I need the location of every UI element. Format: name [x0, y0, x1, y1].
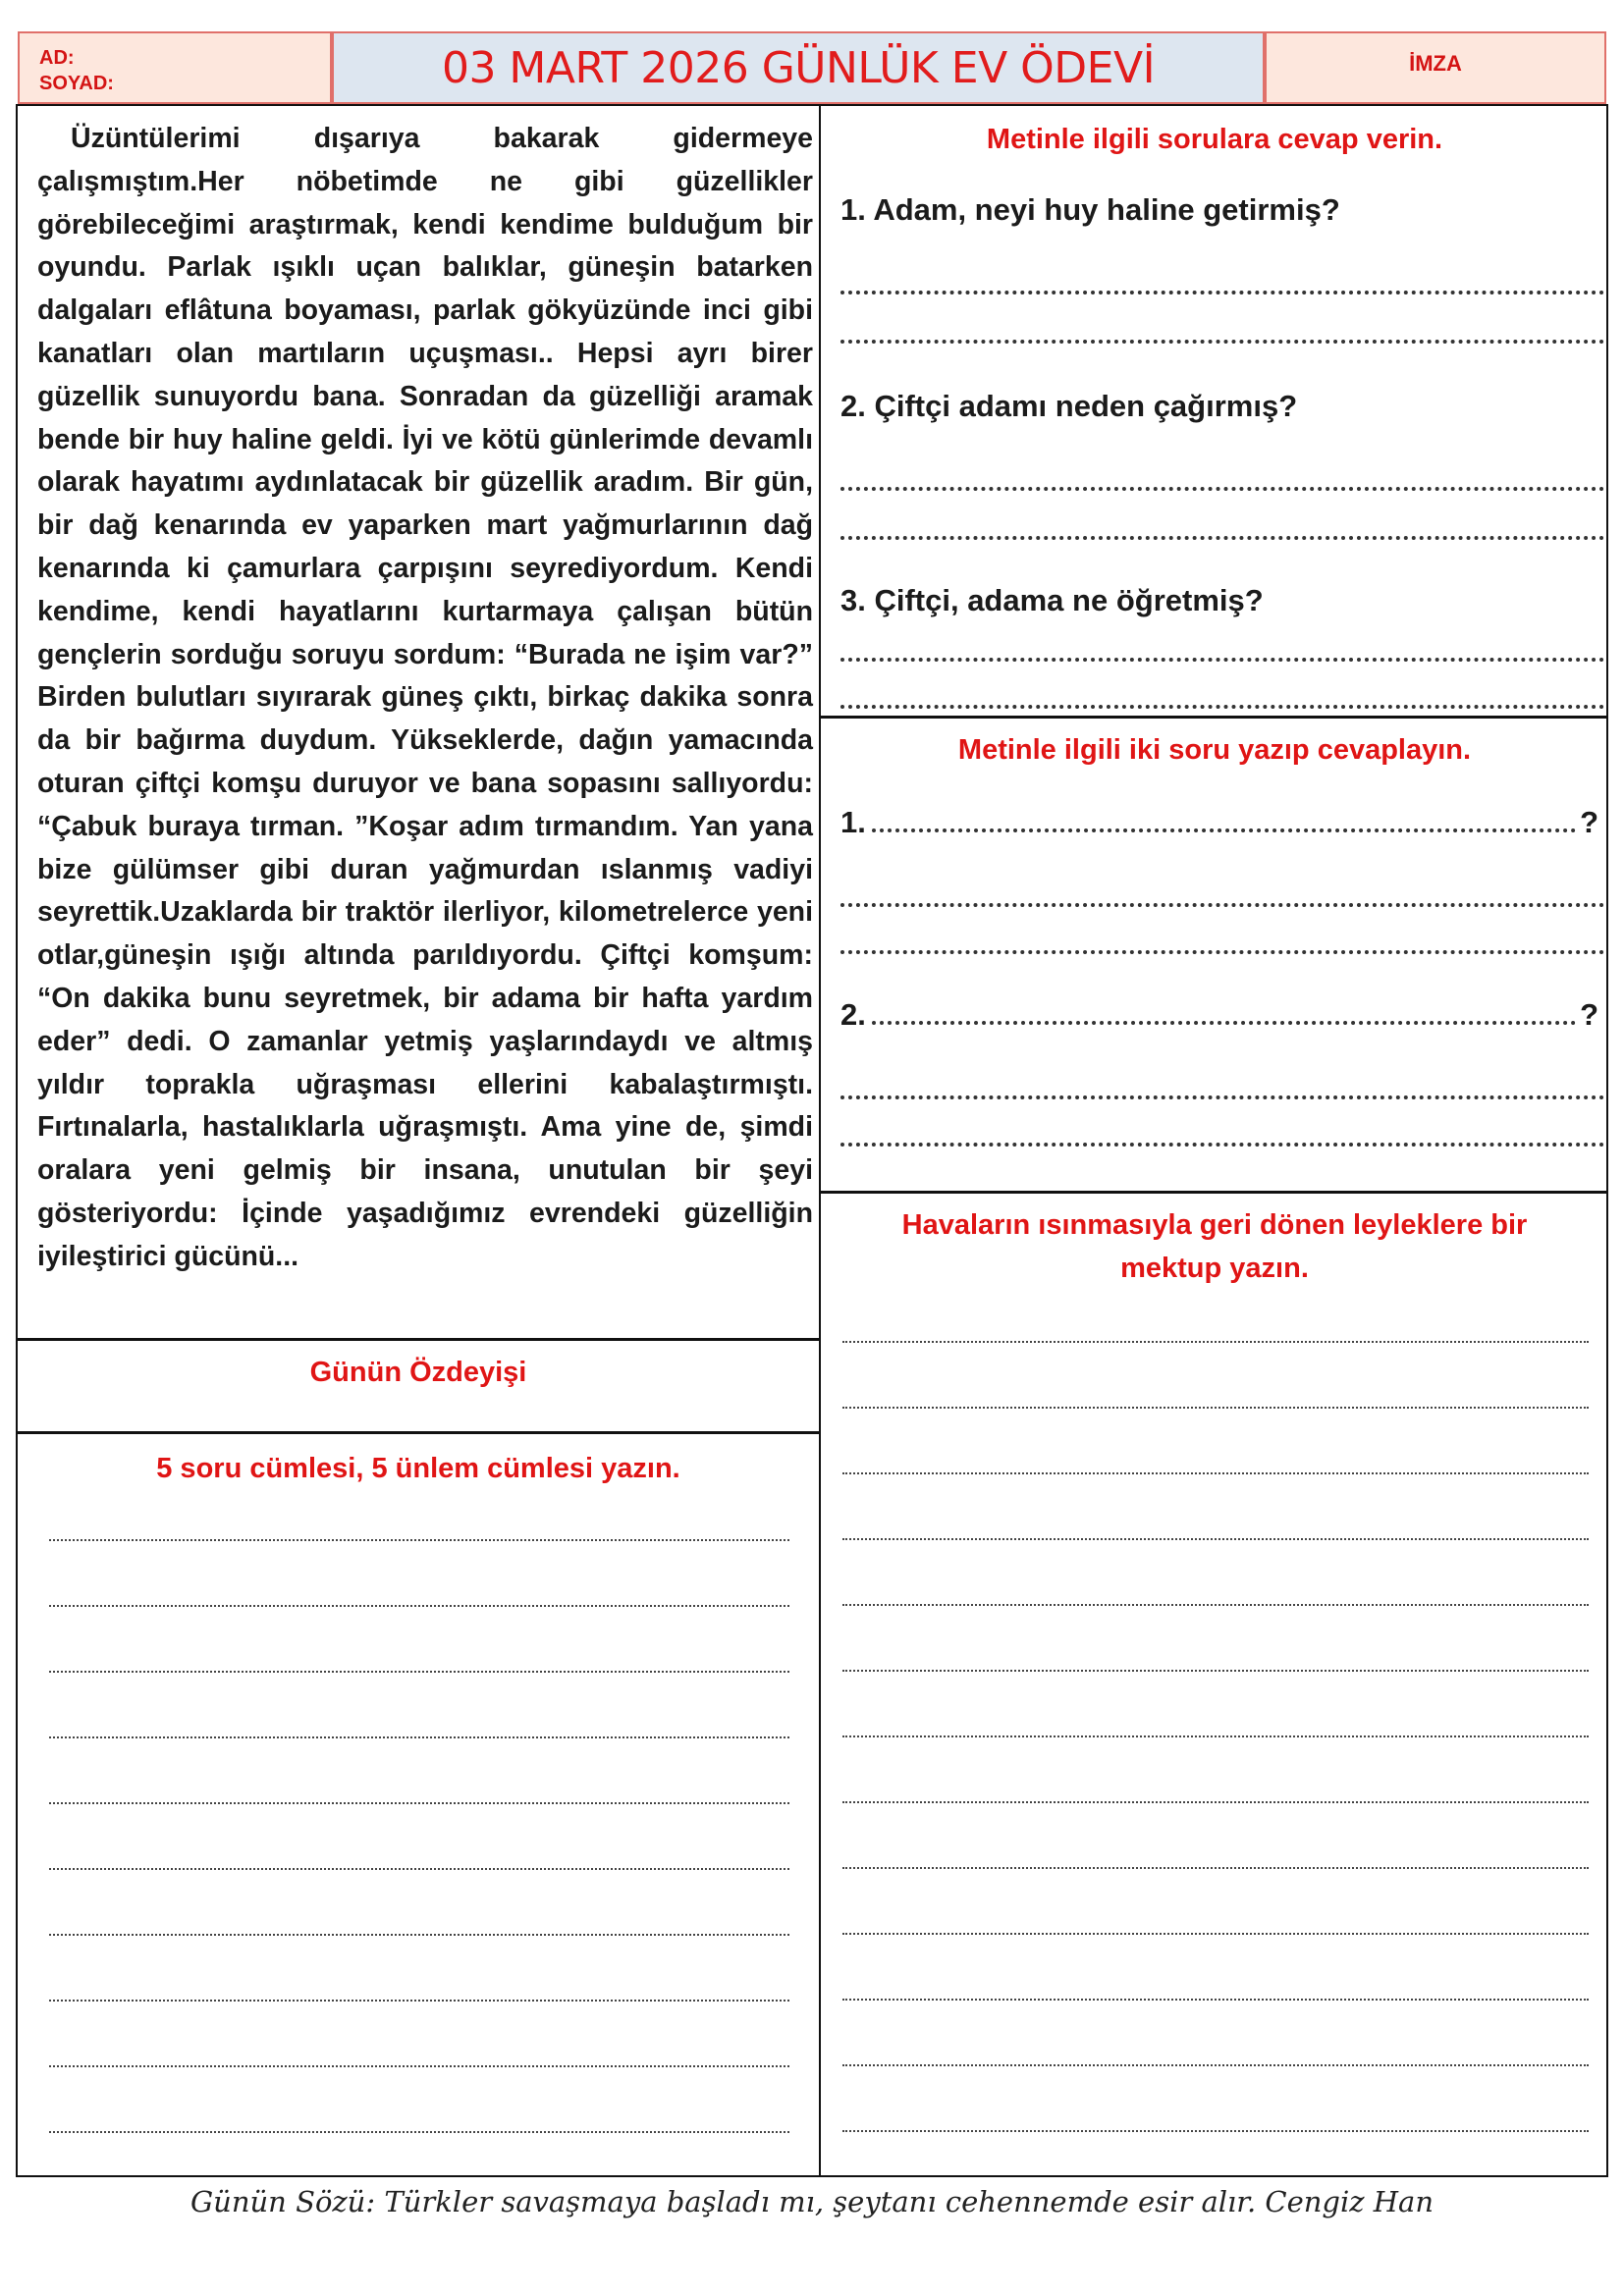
answer-line[interactable] — [842, 2064, 1589, 2066]
answer-line[interactable] — [840, 1143, 1604, 1147]
answer-line[interactable] — [842, 1472, 1589, 1474]
answer-line[interactable] — [840, 536, 1604, 540]
answer-line[interactable] — [842, 1407, 1589, 1409]
answer-line[interactable] — [840, 950, 1604, 954]
questions-title: Metinle ilgili sorulara cevap verin. — [986, 124, 1443, 155]
answer-line[interactable] — [840, 705, 1604, 709]
answer-line[interactable] — [842, 1538, 1589, 1540]
reading-passage — [37, 118, 813, 1279]
answer-line[interactable] — [842, 1801, 1589, 1803]
name-field[interactable] — [18, 31, 332, 104]
question-mark: ? — [1580, 805, 1598, 839]
answer-line[interactable] — [842, 1670, 1589, 1672]
own-question-number: 2. — [840, 997, 866, 1032]
question-line[interactable] — [872, 1021, 1576, 1025]
answer-line[interactable] — [842, 1933, 1589, 1935]
daily-quote: Günün Sözü: Türkler savaşmaya başladı mı, şeytanı cehennemde esir alır. Cengiz Han — [189, 2185, 1435, 2218]
page-title: 03 MART 2026 GÜNLÜK EV ÖDEVİ — [332, 31, 1265, 104]
reading-text: Üzüntülerimi dışarıya bakarak gidermeye çalışmıştım.Her nöbetimde ne gibi güzellikler görebileceğimi araştırmak, kendi kendime bulduğum bir oyundu. Parlak ışıklı uçan balıklar, güneşin batarken dalgaları eflâtuna boyaması, parlak gökyüzünde inci gibi kanatları olan martıların uçuşması.. Hepsi ayrı birer güzellik sunuyordu bana. Sonradan da güzelliği aramak bende bir huy haline geldi. İyi ve kötü günlerimde devamlı olarak hayatımı aydınlatacak bir güzellik aradım. Bir gün, bir dağ kenarında ev yaparken mart yağmurlarının dağ kenarında ki çamurlara çarpışını seyrediyordum. Kendi kendime, kendi hayatlarını kurtarmaya çalışan bütün gençlerin sorduğu soruyu sordum: “Burada ne işim var?” Birden bulutları sıyırarak güneş çıktı, birkaç dakika sonra da bir bağırma duydum. Yükseklerde, dağın yamacında oturan çiftçi komşu duruyor ve bana sopasını sallıyordu: “Çabuk buraya tırman. ”Koşar adım tırmandım. Yan yana bize gülümser gibi duran yağmurdan ıslanmış vadiyi seyrettik.Uzaklarda bir traktör ilerliyor, kilometrelerce yeni otlar,güneşin ışığı altında parıldıyordu. Çiftçi komşum: “On dakika bunu seyretmek, bir adama bir hafta yardım eder” dedi. O zamanlar yetmiş yaşlarındaydı ve altmış yıldır toprakla uğraşması ellerini kabalaştırmıştı. Fırtınalarla, hastalıklarla uğraşmıştı. Ama yine de, şimdi oralara yeni gelmiş bir insana, unutulan bir şeyi gösteriyordu: İçinde yaşadığımız evrendeki güzelliğin iyileştirici gücünü... — [37, 123, 813, 1272]
answer-line[interactable] — [842, 1735, 1589, 1737]
answer-line[interactable] — [840, 291, 1604, 294]
own-question-1[interactable] — [840, 805, 1598, 840]
right-divider-1 — [819, 716, 1608, 719]
question-3: 3. Çiftçi, adama ne öğretmiş? — [840, 583, 1264, 617]
surname-label: SOYAD: — [39, 73, 114, 94]
answer-line[interactable] — [49, 1671, 789, 1673]
answer-line[interactable] — [840, 340, 1604, 344]
question-1: 1. Adam, neyi huy haline getirmiş? — [840, 192, 1340, 227]
answer-line[interactable] — [49, 1539, 789, 1541]
answer-line[interactable] — [49, 2000, 789, 2002]
answer-line[interactable] — [842, 1604, 1589, 1606]
left-divider-2 — [16, 1431, 821, 1434]
answer-line[interactable] — [842, 2130, 1589, 2132]
answer-line[interactable] — [840, 903, 1604, 907]
left-divider-1 — [16, 1338, 821, 1341]
answer-line[interactable] — [842, 1341, 1589, 1343]
answer-line[interactable] — [49, 1605, 789, 1607]
answer-line[interactable] — [49, 1802, 789, 1804]
motto-title: Günün Özdeyişi — [309, 1357, 527, 1388]
own-question-number: 1. — [840, 805, 866, 839]
name-label: AD: — [39, 47, 75, 69]
answer-line[interactable] — [49, 1868, 789, 1870]
answer-line[interactable] — [49, 2065, 789, 2067]
answer-line[interactable] — [840, 487, 1604, 491]
answer-line[interactable] — [49, 2131, 789, 2133]
sentences-title: 5 soru cümlesi, 5 ünlem cümlesi yazın. — [156, 1453, 680, 1484]
answer-line[interactable] — [842, 1867, 1589, 1869]
answer-line[interactable] — [49, 1736, 789, 1738]
letter-title: Havaların ısınmasıyla geri dönen leyleklere bir mektup yazın. — [901, 1209, 1528, 1284]
answer-line[interactable] — [842, 1999, 1589, 2001]
column-divider — [819, 104, 821, 2177]
signature-box[interactable]: İMZA — [1265, 31, 1606, 104]
question-mark: ? — [1580, 997, 1598, 1032]
right-divider-2 — [819, 1191, 1608, 1194]
own-questions-title: Metinle ilgili iki soru yazıp cevaplayın. — [957, 734, 1472, 766]
question-line[interactable] — [872, 828, 1576, 832]
answer-line[interactable] — [840, 1095, 1604, 1099]
answer-line[interactable] — [840, 658, 1604, 662]
answer-line[interactable] — [49, 1934, 789, 1936]
question-2: 2. Çiftçi adamı neden çağırmış? — [840, 389, 1298, 423]
own-question-2[interactable] — [840, 997, 1598, 1033]
